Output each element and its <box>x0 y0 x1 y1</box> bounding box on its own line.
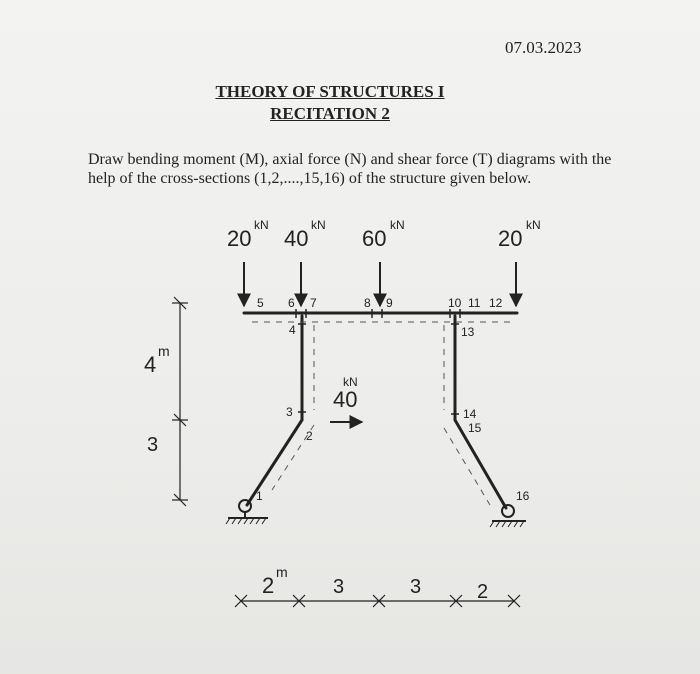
horizontal-dimension-1-unit: m <box>276 564 288 580</box>
load-unit-2: kN <box>311 218 326 232</box>
load-arrows <box>244 262 516 422</box>
page-title: THEORY OF STRUCTURES I <box>215 82 445 101</box>
date: 07.03.2023 <box>505 38 582 57</box>
section-1: 1 <box>256 489 263 503</box>
section-4: 4 <box>289 323 296 337</box>
section-6: 6 <box>288 296 295 310</box>
load-label-3: 60 <box>362 226 387 251</box>
load-unit-5: kN <box>343 375 358 389</box>
instructions-line-1: Draw bending moment (M), axial force (N) and shear force (T) diagrams with the <box>88 151 612 168</box>
section-10: 10 <box>448 296 462 310</box>
load-label-4: 20 <box>498 226 523 251</box>
section-7: 7 <box>310 296 317 310</box>
load-label-1: 20 <box>227 226 252 251</box>
horizontal-dimension-3: 3 <box>410 576 422 598</box>
horizontal-dimension-1: 2 <box>262 573 275 598</box>
vertical-dimension-2: 3 <box>147 434 159 456</box>
right-support-icon <box>490 505 526 527</box>
load-label-2: 40 <box>284 226 309 251</box>
page-subtitle: RECITATION 2 <box>270 104 390 123</box>
section-8: 8 <box>364 296 371 310</box>
load-labels <box>227 218 541 412</box>
load-unit-3: kN <box>390 218 405 232</box>
section-3: 3 <box>286 405 293 419</box>
vertical-dimension-line <box>172 297 188 506</box>
instructions-line-2: help of the cross-sections (1,2,....,15,16) of the structure given below. <box>88 170 532 187</box>
horizontal-dimension-2: 3 <box>333 576 345 598</box>
section-16: 16 <box>516 489 530 503</box>
section-12: 12 <box>489 296 503 310</box>
section-15: 15 <box>468 421 482 435</box>
load-unit-1: kN <box>254 218 269 232</box>
section-2: 2 <box>306 429 313 443</box>
section-labels <box>256 296 530 503</box>
section-5: 5 <box>257 296 264 310</box>
load-unit-4: kN <box>526 218 541 232</box>
section-14: 14 <box>463 407 477 421</box>
horizontal-dimension-4: 2 <box>477 581 489 603</box>
vertical-dimension-1: 4 <box>144 352 157 377</box>
vertical-dimension-1-unit: m <box>158 343 170 359</box>
load-label-5: 40 <box>333 387 358 412</box>
section-13: 13 <box>461 325 475 339</box>
section-ticks <box>296 309 460 414</box>
section-11: 11 <box>468 296 481 310</box>
section-9: 9 <box>386 296 393 310</box>
